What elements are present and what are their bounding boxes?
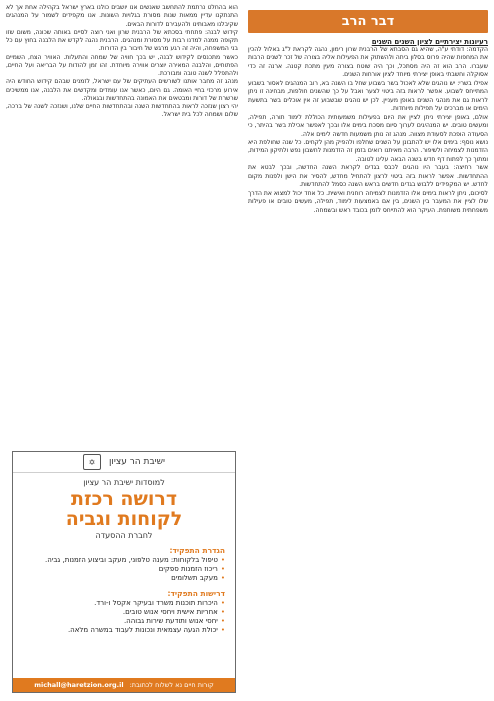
ad-header [13,452,235,473]
article-paragraph: אשר רחיצה: בעבר היו נוהגים לכבס בגדים לקראת השנה החדשה, ובכך לבטא את ההתחדשות. אפשר לראות בזה ביטוי לרצון להתחיל מחדש, להסיר את הישן ולפנות מקום לחדש. יש המקפידים ללבוש בגדים חדשים בראש השנה כסמל להתחדשות. [248,164,488,189]
duties-heading: הגדרת התפקיד: [169,546,225,555]
duty-item: •טיפול בלקוחות: מענה טלפוני, מעקב וביצוע הזמנות, גביה. [44,556,225,564]
article-paragraph: נושא נוסף: בימים אלו יש להתבונן על השנים שחלפו ולהפיק מהן לקחים. כל שנה שחולפת היא הזדמנות לצמיחה ולשיפור. הרבה מאיתנו רואים בזמן זה הזדמנות לחשבון נפש ולתיקון המידות, ומתוך כך לפתוח דף חדש בשנה הבאה עלינו לטובה. [248,138,488,163]
article-paragraph: אולם, באופן יצירתי ניתן לציין את היום בפעילות משמעותית הכוללת לימוד תורה, תפילה, ומעשים טובים. יש המנהיגים לערוך סיום מסכת בימים אלו ובכך לאפשר אכילת בשר בהיתר, כי הסעודה הופכת לסעודת מצווה. מנהג זה נותן משמעות חדשה לימים אלה. [248,113,488,138]
duty-item: •מעקב תשלומים [171,574,225,582]
footer-text: קורות חיים נא לשלוח לכתובת: [129,681,214,689]
article-paragraph: הוא בהחלט נרתמת להתחשב שאנשים אנו יושבים כולנו בארץ ישראל בקהילה אחת אך לא התנתקנו עדיין ממאות שנות מסורת בגלויות השונות. אנו מקפידים לשמור על המנהגים שקיבלנו מאבותינו ולהעבירם לדורות הבאים. [6,4,238,28]
article-continuation [6,4,238,120]
yeshiva-logo-icon: ✡ [83,454,101,470]
article-paragraph: הקדמה: דודתי ע"ה, שהיא גם הסבתא של הרבנית שרון רימון, נהגה לקראת ל"ג באלול להכין את המחפות שהיה פרוס בסלון ביתה ולהשתוק את הפעילות אליה בצורה של זכר לשנים הרבות שעברו. הרב הוא זה היה מסתכל, וכך היה שוטח בצורה מעין מתכת קטנה. ארנה זה כדי אסוקלה וחשבתי באופן יצירתי מיוחד לציון אורחות השנים. [247,46,488,79]
bullet-icon: • [220,599,225,607]
bullet-icon: • [220,617,225,625]
ad-subtitle: למוסדות ישיבת הר עציון [83,478,165,487]
requirement-item: •היכרות תוכנות משרד ובעיקר אקסל ו-ורד. [94,599,225,607]
ad-footer [13,678,235,692]
article-paragraph: כאשר מתכנסים לקידוש לבנה, יש בכך חוויה של שמחה והתעלות. האוויר הצח, השמיים הפתוחים, והלבנה המאירה יוצרים אווירה מיוחדת. זהו זמן להודות על הבריאה ועל החיים, ולהתפלל לשנה טובה ומבורכת. [6,53,238,77]
bullet-icon: • [220,626,225,634]
article-paragraph: אפילו בשרי: יש נוהגים שלא לאכול בשר בשבוע שחל בו השנה בא, רוב המנהגים לאסור בשבוע המתייחס לשבוע. אפשר לראות בזה ביטוי לצער ואבל על כך שהשנים חולפות, מבחינה זו ניתן לראות גם את מנהגי השנים באופן מעניין. לכן יש נוהגים שבשבוע זה אין אוכלים בשר בתשעת הימים או מברכים על תפילות מיוחדות. [248,79,488,113]
article-subheading: רעיונות יצירתיים לציון השנים השנים [371,38,488,46]
requirement-item: •יכולת הגעה עצמאית ונכונות לעבוד במשרה מלאה. [67,626,225,634]
bullet-icon: • [220,565,225,573]
ad-title-line2: לקוחות וגביה [65,508,183,530]
bullet-icon: • [220,574,225,582]
rabbi-column [248,10,488,215]
section-title: דבר הרב [248,10,488,33]
duty-item: •ריכוז הזמנות ספקים [158,565,225,573]
ad-tagline: לחברת ההסעדה [95,531,153,540]
org-name: ישיבת הר עציון [108,457,166,467]
article-paragraph: מנהג זה מחבר אותנו לשורשים העתיקים של עם ישראל, לזמנים שבהם קידוש החודש היה אירוע מרכזי בחיי האומה. גם היום, כאשר אנו עומדים ומקדשים את הלבנה, אנו ממשיכים שרשרת של דורות ומבטאים את האמונה בהתחדשות ובגאולה. [6,78,238,102]
article-paragraph: לסיכום, ניתן לראות בימים אלו הזדמנות לצמיחה רוחנית ואישית. כל אחד יכול למצוא את הדרך שלו לציין את המעבר בין השנים, בין אם באמצעות לימוד, תפילה, מעשים טובים או פעילות משפחתית משותפת. העיקר הוא להתייחס לזמן בכובד ראש ובשמחה. [248,189,488,214]
bullet-icon: • [220,608,225,616]
article-paragraph: קידוש לבנה: פתחתי בסכתא של הרבנית שרון ואני רוצה לסיים באותה שכונה, משום שזו תקופה ממנה למדנו רבות על מסורת ומנהגים. הרבנית נהגה לקדש את הלבנה בחוץ עם כל בני המשפחה, והיה זה רגע מרגש של חיבור בין הדורות. [6,28,238,53]
article-paragraph: יהי רצון שנזכה לראות בהתחדשות השנה ובהתחדשות החיים שלנו, ושנזכה לשנה של ברכה, שלום ושמחה לכל בית ישראל. [6,103,238,119]
ad-title-line1: דרושה רכזת [71,488,177,510]
contact-email-link[interactable]: michall@haretzion.org.il [34,681,124,689]
requirement-item: •יחסי אנוש ותודעת שירות גבוהה. [123,617,225,625]
requirement-item: •אחריות אישית ויחסי אנוש טובים. [122,608,225,616]
job-advertisement [12,451,236,693]
requirements-heading: דרישות התפקיד: [167,589,225,598]
bullet-icon: • [220,556,225,564]
